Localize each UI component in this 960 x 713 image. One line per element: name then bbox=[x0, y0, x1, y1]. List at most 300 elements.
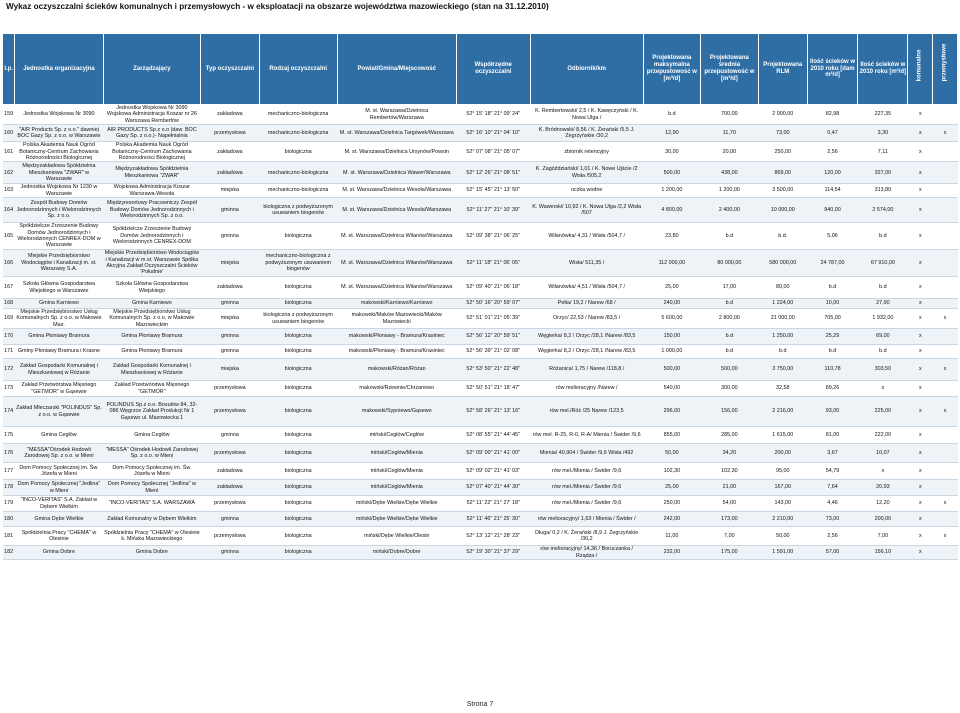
cell-typ: zakładowa bbox=[201, 277, 260, 299]
cell-rodzaj: biologiczna bbox=[259, 142, 337, 162]
cell-lp: 168 bbox=[3, 299, 15, 309]
cell-kom: x bbox=[908, 345, 933, 359]
cell-kom: x bbox=[908, 329, 933, 345]
cell-powiat: makowski/Płoniawy - Bramura/Krasiniec bbox=[337, 345, 456, 359]
table-row bbox=[3, 345, 958, 359]
cell-zarzadzajacy: Międzyresortowy Pracowniczy Zespół Budowy Domów Jednorodzinnych i Wielorodzinnych Sp. z o.o. bbox=[103, 198, 201, 223]
table-row bbox=[3, 250, 958, 277]
cell-maks: 1 200,00 bbox=[643, 184, 700, 198]
cell-rlm: 200,00 bbox=[758, 444, 807, 463]
cell-prz bbox=[933, 198, 958, 223]
cell-wspolrzedne: 52° 11' 22" 21° 27' 18" bbox=[456, 496, 530, 512]
cell-wspolrzedne: 52° 09' 00" 21° 41' 00" bbox=[456, 444, 530, 463]
cell-typ: zakładowa bbox=[201, 162, 260, 184]
cell-rodzaj: biologiczna bbox=[259, 299, 337, 309]
cell-ilosc_r: 10,07 bbox=[858, 444, 908, 463]
cell-jednostka: Jednostka Wojskowa Nr 3090 bbox=[15, 105, 103, 125]
cell-powiat: M. st. Warszawa/Dzielnica Rembertów/Warszawa bbox=[337, 105, 456, 125]
cell-powiat: makowski/Płoniawy - Bramura/Krasiniec bbox=[337, 329, 456, 345]
cell-typ: zakładowa bbox=[201, 105, 260, 125]
cell-rlm: 167,00 bbox=[758, 480, 807, 496]
cell-rlm: 250,00 bbox=[758, 142, 807, 162]
cell-ilosc_d: b.d bbox=[807, 345, 857, 359]
cell-odbiornik: zbiornik retencyjny bbox=[530, 142, 643, 162]
cell-typ: zakładowa bbox=[201, 142, 260, 162]
cell-wspolrzedne: 52° 12' 26" 21° 08' 51" bbox=[456, 162, 530, 184]
cell-rodzaj: biologiczna bbox=[259, 444, 337, 463]
cell-prz bbox=[933, 184, 958, 198]
cell-wspolrzedne: 52° 09' 38" 21° 06' 25" bbox=[456, 223, 530, 250]
cell-zarzadzajacy: Polska Akademia Nauk Ogród Botaniczny-Centrum Zachowania Różnorodności Biologicznej bbox=[103, 142, 201, 162]
cell-ilosc_r: 67 910,00 bbox=[858, 250, 908, 277]
table-row bbox=[3, 427, 958, 444]
cell-powiat: M. st. Warszawa/Dzielnica Targówek/Warszawa bbox=[337, 125, 456, 142]
cell-rodzaj: biologiczna z podwyższonym usuwaniem biogenów bbox=[259, 198, 337, 223]
cell-ilosc_d: 82,98 bbox=[807, 105, 857, 125]
table-row bbox=[3, 397, 958, 427]
cell-zarzadzajacy: Szkoła Główna Gospodarstwa Wiejskiego bbox=[103, 277, 201, 299]
cell-maks: 242,00 bbox=[643, 512, 700, 527]
header-srednia: Projektowana średnia przepustowość w [m³/d] bbox=[701, 34, 758, 105]
cell-jednostka: Spółdzielcze Zrzeszenie Budowy Domów Jednorodzinnych i Wielorodzinnych CENREX-DOM w Warszawie bbox=[15, 223, 103, 250]
cell-powiat: M. st. Warszawa/Dzielnica Wawer/Warszawa bbox=[337, 162, 456, 184]
cell-rlm: 2 210,00 bbox=[758, 512, 807, 527]
cell-srednia: 17,00 bbox=[701, 277, 758, 299]
cell-powiat: makowski/Rzewnie/Chrzanowo bbox=[337, 381, 456, 397]
table-row bbox=[3, 496, 958, 512]
table-row bbox=[3, 512, 958, 527]
cell-zarzadzajacy: Dom Pomocy Społecznej "Jedlina" w Mieni bbox=[103, 480, 201, 496]
cell-jednostka: Zakład Gospodarki Komunalnej i Mieszkaniowej w Różanie bbox=[15, 359, 103, 381]
cell-typ: przemysłowa bbox=[201, 496, 260, 512]
cell-typ: gminna bbox=[201, 345, 260, 359]
cell-maks: 150,00 bbox=[643, 329, 700, 345]
cell-ilosc_r: 69,00 bbox=[858, 329, 908, 345]
cell-rlm: 869,00 bbox=[758, 162, 807, 184]
cell-prz bbox=[933, 299, 958, 309]
table-row bbox=[3, 381, 958, 397]
cell-ilosc_r: 7,00 bbox=[858, 527, 908, 546]
cell-rodzaj: biologiczna bbox=[259, 381, 337, 397]
cell-typ: gminna bbox=[201, 512, 260, 527]
cell-lp: 176 bbox=[3, 444, 15, 463]
header-powiat: Powiat/Gmina/Miejscowość bbox=[337, 34, 456, 105]
cell-rodzaj: biologiczna bbox=[259, 397, 337, 427]
cell-lp: 165 bbox=[3, 223, 15, 250]
cell-powiat: makowski/Karniewo/Karniewo bbox=[337, 299, 456, 309]
cell-prz bbox=[933, 277, 958, 299]
cell-ilosc_r: x bbox=[858, 463, 908, 480]
cell-typ: miejska bbox=[201, 309, 260, 329]
cell-zarzadzajacy: Jednostka Wojskowa Nr 3090 Wojskowa Administracja Koszar nr 26 Warszawa Rembertów bbox=[103, 105, 201, 125]
cell-ilosc_r: 2 574,00 bbox=[858, 198, 908, 223]
table-row bbox=[3, 125, 958, 142]
table-row bbox=[3, 463, 958, 480]
cell-typ: przemysłowa bbox=[201, 444, 260, 463]
cell-maks: 500,00 bbox=[643, 359, 700, 381]
cell-jednostka: "AIR Products Sp. z o.o." dawniej BOC Gazy Sp. z o.o. w Warszawie bbox=[15, 125, 103, 142]
cell-jednostka: Gmina Karniewo bbox=[15, 299, 103, 309]
cell-srednia: 21,00 bbox=[701, 480, 758, 496]
cell-maks: 25,00 bbox=[643, 277, 700, 299]
cell-jednostka: Spółdzielnia Pracy "CHEMA" w Olesinie bbox=[15, 527, 103, 546]
cell-jednostka: "MESSA"Ośrodek Hodowli Zarodowej Sp. z o.o. w Mieni bbox=[15, 444, 103, 463]
cell-rodzaj: biologiczna bbox=[259, 277, 337, 299]
table-body bbox=[3, 105, 958, 560]
cell-ilosc_d: 73,00 bbox=[807, 512, 857, 527]
cell-prz: x bbox=[933, 397, 958, 427]
header-rlm: Projektowana RLM bbox=[758, 34, 807, 105]
cell-srednia: 156,00 bbox=[701, 397, 758, 427]
cell-jednostka: Miejskie Przedsiębiorstwo Wodociągów i Kanalizacji m. st. Warszawy S.A. bbox=[15, 250, 103, 277]
cell-srednia: 175,00 bbox=[701, 546, 758, 560]
cell-srednia: b.d bbox=[701, 329, 758, 345]
cell-prz bbox=[933, 329, 958, 345]
cell-maks: 25,00 bbox=[643, 480, 700, 496]
header-ilosc-r: Ilość ścieków w 2010 roku [m³/d] bbox=[858, 34, 908, 105]
cell-jednostka: Polska Akademia Nauk Ogród Botaniczny-Centrum Zachowania Różnorodności Biologicznej bbox=[15, 142, 103, 162]
cell-ilosc_r: 225,00 bbox=[858, 397, 908, 427]
table-row bbox=[3, 359, 958, 381]
cell-rlm: 80,00 bbox=[758, 277, 807, 299]
cell-ilosc_d: 4,46 bbox=[807, 496, 857, 512]
cell-powiat: M. st. Warszawa/Dzielnica Wilanów/Warszawa bbox=[337, 250, 456, 277]
cell-kom: x bbox=[908, 546, 933, 560]
cell-rlm: 21 000,00 bbox=[758, 309, 807, 329]
cell-ilosc_r: 3,30 bbox=[858, 125, 908, 142]
cell-maks: 296,00 bbox=[643, 397, 700, 427]
cell-prz bbox=[933, 546, 958, 560]
cell-srednia: 2 800,00 bbox=[701, 309, 758, 329]
cell-rodzaj: biologiczna bbox=[259, 527, 337, 546]
cell-rodzaj: biologiczna bbox=[259, 427, 337, 444]
cell-typ: gminna bbox=[201, 427, 260, 444]
cell-lp: 172 bbox=[3, 359, 15, 381]
cell-lp: 179 bbox=[3, 496, 15, 512]
cell-ilosc_r: 327,00 bbox=[858, 162, 908, 184]
cell-rlm: 1 250,00 bbox=[758, 329, 807, 345]
cell-powiat: miński/Cegłów/Mienia bbox=[337, 463, 456, 480]
cell-typ: miejska bbox=[201, 184, 260, 198]
cell-powiat: makowski/Maków Mazowiecki/Maków Mazowiecki bbox=[337, 309, 456, 329]
cell-srednia: 54,00 bbox=[701, 496, 758, 512]
cell-powiat: M. st. Warszawa/Dzielnica Wesoła/Warszawa bbox=[337, 198, 456, 223]
cell-prz bbox=[933, 381, 958, 397]
cell-srednia: 7,00 bbox=[701, 527, 758, 546]
cell-wspolrzedne: 52° 07' 40" 21° 44' 30" bbox=[456, 480, 530, 496]
cell-wspolrzedne: 52° 56' 12" 20° 59' 51" bbox=[456, 329, 530, 345]
cell-maks: b.d bbox=[643, 105, 700, 125]
cell-wspolrzedne: 52° 53' 50" 21° 22' 48" bbox=[456, 359, 530, 381]
cell-lp: 166 bbox=[3, 250, 15, 277]
cell-wspolrzedne: 52° 09' 40" 21° 06' 18" bbox=[456, 277, 530, 299]
cell-kom: x bbox=[908, 105, 933, 125]
cell-srednia: 102,30 bbox=[701, 463, 758, 480]
cell-kom: x bbox=[908, 277, 933, 299]
cell-powiat: miński/Dobre/Dobre bbox=[337, 546, 456, 560]
cell-rodzaj: mechaniczno-biologiczna bbox=[259, 162, 337, 184]
cell-wspolrzedne: 52° 51' 01" 21° 05' 39" bbox=[456, 309, 530, 329]
cell-prz bbox=[933, 444, 958, 463]
plants-table bbox=[2, 15, 958, 560]
cell-typ: zakładowa bbox=[201, 480, 260, 496]
cell-kom: x bbox=[908, 480, 933, 496]
cell-powiat: miński/Cegłów/Cegłów bbox=[337, 427, 456, 444]
cell-prz bbox=[933, 142, 958, 162]
cell-jednostka: Międzyzakładowa Spółdzielnia Mieszkaniowa "ZWAR" w Warszawie bbox=[15, 162, 103, 184]
header-maks: Projektowana maksymalna przepustowość w [m³/d] bbox=[643, 34, 700, 105]
cell-ilosc_r: 7,11 bbox=[858, 142, 908, 162]
page-footer: Strona 7 bbox=[466, 701, 494, 708]
cell-zarzadzajacy: Gmina Karniewo bbox=[103, 299, 201, 309]
cell-lp: 177 bbox=[3, 463, 15, 480]
cell-lp: 161 bbox=[3, 142, 15, 162]
cell-maks: 250,00 bbox=[643, 496, 700, 512]
cell-kom: x bbox=[908, 162, 933, 184]
cell-ilosc_r: b.d bbox=[858, 223, 908, 250]
cell-rodzaj: mechaniczno-biologiczna bbox=[259, 105, 337, 125]
cell-kom: x bbox=[908, 223, 933, 250]
cell-zarzadzajacy: Gmina Dobre bbox=[103, 546, 201, 560]
cell-ilosc_r: b.d bbox=[858, 277, 908, 299]
cell-srednia: 173,00 bbox=[701, 512, 758, 527]
cell-rlm: 1 591,00 bbox=[758, 546, 807, 560]
cell-jednostka: Gmina Dębe Wielkie bbox=[15, 512, 103, 527]
cell-ilosc_d: 120,00 bbox=[807, 162, 857, 184]
cell-odbiornik: Węgierka/ 8,2 / Orzyc /28,1 /Narew /83,5 bbox=[530, 345, 643, 359]
cell-maks: 112 000,00 bbox=[643, 250, 700, 277]
cell-lp: 174 bbox=[3, 397, 15, 427]
cell-odbiornik: rów melioracyjny/ 1,63 / Mienia / Świder / bbox=[530, 512, 643, 527]
cell-zarzadzajacy: Dom Pomocy Społecznej im. Św. Józefa w Mieni bbox=[103, 463, 201, 480]
cell-prz: x bbox=[933, 527, 958, 546]
cell-prz bbox=[933, 512, 958, 527]
header-wspolrzedne: Współrzędne oczyszczalni bbox=[456, 34, 530, 105]
cell-zarzadzajacy: Zakład Komunalny w Dębem Wielkim bbox=[103, 512, 201, 527]
cell-maks: 12,90 bbox=[643, 125, 700, 142]
cell-typ: gminna bbox=[201, 198, 260, 223]
cell-wspolrzedne: 52° 50' 51" 21° 18' 47" bbox=[456, 381, 530, 397]
cell-kom: x bbox=[908, 142, 933, 162]
cell-odbiornik: rów mel./Mienia / Świder /9,6 bbox=[530, 480, 643, 496]
cell-ilosc_r: 1 932,00 bbox=[858, 309, 908, 329]
cell-zarzadzajacy: POLINDUS Sp.z o.o. Bosutów 84, 32-086 Węgrzce Zakład Produkcji Nr 1 Gąsewo ul. Mazowiecka 1 bbox=[103, 397, 201, 427]
cell-odbiornik: rów mel./Mienia / Świder /9,6 bbox=[530, 463, 643, 480]
cell-maks: 30,00 bbox=[643, 142, 700, 162]
table-row bbox=[3, 546, 958, 560]
cell-srednia: b.d bbox=[701, 223, 758, 250]
cell-ilosc_r: 303,50 bbox=[858, 359, 908, 381]
cell-rodzaj: biologiczna bbox=[259, 345, 337, 359]
cell-jednostka: Szkoła Główna Gospodarstwa Wiejskiego w Warszawie bbox=[15, 277, 103, 299]
cell-powiat: M. st. Warszawa/Dzielnica Wesoła/Warszawa bbox=[337, 184, 456, 198]
cell-zarzadzajacy: AIR PRODUCTS Sp.z o.o (daw. BOC Gazy Sp. z o.o.)- Napełnialnia bbox=[103, 125, 201, 142]
cell-ilosc_d: 0,47 bbox=[807, 125, 857, 142]
cell-powiat: miński/Dębe Wielkie/Dębe Wielkie bbox=[337, 512, 456, 527]
cell-prz bbox=[933, 463, 958, 480]
cell-zarzadzajacy: Spółdzielcze Zrzeszenie Budowy Domów Jednorodzinnych i Wielorodzinnych CENREX-DOM bbox=[103, 223, 201, 250]
table-row bbox=[3, 277, 958, 299]
cell-odbiornik: Wilanówka/ 4,31 / Wisła /504,7 / bbox=[530, 223, 643, 250]
cell-ilosc_d: 7,64 bbox=[807, 480, 857, 496]
cell-kom: x bbox=[908, 444, 933, 463]
cell-kom: x bbox=[908, 198, 933, 223]
cell-kom: x bbox=[908, 397, 933, 427]
cell-srednia: 438,00 bbox=[701, 162, 758, 184]
cell-zarzadzajacy: Gmina Płoniawy Bramura bbox=[103, 329, 201, 345]
cell-jednostka: Miejskie Przedsiębiorstwo Usług Komunalnych Sp. z o.o. w Makowie Maz. bbox=[16, 309, 102, 328]
cell-rlm: 2 000,00 bbox=[758, 105, 807, 125]
cell-maks: 4 800,00 bbox=[643, 198, 700, 223]
cell-rodzaj: biologiczna bbox=[259, 496, 337, 512]
cell-prz: x bbox=[933, 125, 958, 142]
cell-odbiornik: rów melioracyjny /Narew / bbox=[530, 381, 643, 397]
cell-typ: gminna bbox=[201, 299, 260, 309]
table-row bbox=[3, 329, 958, 345]
cell-srednia: 2 400,00 bbox=[701, 198, 758, 223]
cell-rodzaj: biologiczna bbox=[259, 546, 337, 560]
cell-maks: 1 000,00 bbox=[643, 345, 700, 359]
cell-lp: 171 bbox=[3, 345, 15, 359]
cell-wspolrzedne: 52° 50' 16" 20° 59' 07" bbox=[456, 299, 530, 309]
cell-srednia: 1 200,00 bbox=[701, 184, 758, 198]
cell-odbiornik: Długa/ 0,2 / K. Żerański /8,9 J. Zegrzyńskie /30,2 bbox=[530, 527, 643, 546]
cell-prz bbox=[933, 250, 958, 277]
cell-ilosc_d: 705,00 bbox=[807, 309, 857, 329]
cell-prz bbox=[933, 223, 958, 250]
cell-zarzadzajacy: Międzyzakładowa Spółdzielnia Mieszkaniowa "ZWAR" bbox=[103, 162, 201, 184]
cell-ilosc_r: 156,10 bbox=[858, 546, 908, 560]
cell-powiat: M. st. Warszawa/Dzielnica Ursynów/Powsin bbox=[337, 142, 456, 162]
header-ilosc-d: Ilość ścieków w 2010 roku [dam m³/d] bbox=[807, 34, 857, 105]
cell-jednostka: Gmina Dobre bbox=[15, 546, 103, 560]
cell-rlm: b.d. bbox=[758, 223, 807, 250]
cell-rodzaj: biologiczna bbox=[259, 359, 337, 381]
cell-lp: 169 bbox=[3, 309, 15, 329]
cell-ilosc_d: 25,29 bbox=[807, 329, 857, 345]
cell-ilosc_r: 227,35 bbox=[858, 105, 908, 125]
cell-odbiornik: rów mel./Róż /25 Narew /123,5 bbox=[530, 397, 643, 427]
cell-wspolrzedne: 52° 11' 46" 21° 25' 30" bbox=[456, 512, 530, 527]
cell-typ: przemysłowa bbox=[201, 125, 260, 142]
header-rodzaj: Rodzaj oczyszczalni bbox=[259, 34, 337, 105]
table-row bbox=[3, 105, 958, 125]
cell-srednia: 11,70 bbox=[701, 125, 758, 142]
cell-ilosc_d: 89,26 bbox=[807, 381, 857, 397]
cell-zarzadzajacy: Miejskie Przedsiębiorstwo Usług Komunalnych Sp. z o.o. w Makowie Mazowieckim bbox=[103, 309, 201, 329]
cell-ilosc_d: 2,56 bbox=[807, 527, 857, 546]
cell-wspolrzedne: 52° 11' 18" 21° 06' 05" bbox=[456, 250, 530, 277]
cell-prz bbox=[933, 480, 958, 496]
cell-rlm: 1 615,00 bbox=[758, 427, 807, 444]
cell-rodzaj: biologiczna bbox=[259, 329, 337, 345]
cell-maks: 540,00 bbox=[643, 381, 700, 397]
cell-ilosc_d: 81,00 bbox=[807, 427, 857, 444]
cell-jednostka: Gminy Płoniawy Bramura i Krasne bbox=[15, 345, 103, 359]
cell-maks: 11,00 bbox=[643, 527, 700, 546]
cell-wspolrzedne: 52° 19' 30" 21° 37' 29" bbox=[456, 546, 530, 560]
cell-zarzadzajacy: "INCO-VERITAS" S.A. WARSZAWA bbox=[103, 496, 201, 512]
cell-lp: 173 bbox=[3, 381, 15, 397]
cell-prz bbox=[933, 427, 958, 444]
cell-ilosc_r: 12,20 bbox=[858, 496, 908, 512]
cell-typ: przemysłowa bbox=[201, 397, 260, 427]
cell-typ: miejska bbox=[201, 250, 260, 277]
cell-ilosc_r: 200,00 bbox=[858, 512, 908, 527]
cell-prz bbox=[933, 345, 958, 359]
cell-lp: 164 bbox=[3, 198, 15, 223]
cell-powiat: miński/Dębe Wielkie/Olesin bbox=[337, 527, 456, 546]
cell-srednia: 80 000,00 bbox=[701, 250, 758, 277]
cell-kom: x bbox=[908, 359, 933, 381]
cell-lp: 182 bbox=[3, 546, 15, 560]
cell-lp: 159 bbox=[3, 105, 15, 125]
cell-powiat: miński/Dębe Wielkie/Dębe Wielkie bbox=[337, 496, 456, 512]
cell-odbiornik: Wisła/ 511,35 / bbox=[530, 250, 643, 277]
cell-ilosc_d: 93,00 bbox=[807, 397, 857, 427]
cell-srednia: 34,20 bbox=[701, 444, 758, 463]
cell-odbiornik: K. Rembertowski/ 2,5 / K. Kawęczyński / K. Nowa Ulga / bbox=[530, 105, 643, 125]
header-row bbox=[3, 34, 958, 105]
cell-srednia: b.d bbox=[701, 345, 758, 359]
cell-rodzaj: mechaniczno-biologiczna bbox=[259, 184, 337, 198]
cell-rlm: 32,58 bbox=[758, 381, 807, 397]
cell-kom: x bbox=[908, 463, 933, 480]
cell-ilosc_r: b.d bbox=[858, 345, 908, 359]
cell-rlm: 73,00 bbox=[758, 125, 807, 142]
cell-wspolrzedne: 52° 09' 02" 21° 41' 03" bbox=[456, 463, 530, 480]
cell-powiat: makowski/Sypniewo/Gąsewo bbox=[337, 397, 456, 427]
cell-rlm: 2 216,00 bbox=[758, 397, 807, 427]
cell-odbiornik: Pełta/ 19,2 / Narew /68 / bbox=[530, 299, 643, 309]
cell-ilosc_d: 110,78 bbox=[807, 359, 857, 381]
cell-maks: 232,00 bbox=[643, 546, 700, 560]
cell-jednostka: Gmina Cegłów bbox=[15, 427, 103, 444]
cell-ilosc_d: 5,06 bbox=[807, 223, 857, 250]
cell-maks: 23,80 bbox=[643, 223, 700, 250]
cell-prz: x bbox=[933, 309, 958, 329]
cell-rlm: 143,00 bbox=[758, 496, 807, 512]
cell-wspolrzedne: 52° 13' 12" 21° 28' 23" bbox=[456, 527, 530, 546]
table-row bbox=[3, 184, 958, 198]
cell-powiat: miński/Cegłów/Mienia bbox=[337, 444, 456, 463]
cell-typ: gminna bbox=[201, 223, 260, 250]
cell-odbiornik: oczka wodne bbox=[530, 184, 643, 198]
header-jednostka: Jednostka organizacyjna bbox=[15, 34, 103, 105]
cell-lp: 162 bbox=[3, 162, 15, 184]
cell-zarzadzajacy: Spółdzielnia Pracy "CHEMA" w Olesinie k. Mińska Mazowieckiego bbox=[103, 527, 201, 546]
cell-rlm: 3 500,00 bbox=[758, 184, 807, 198]
cell-kom: x bbox=[908, 427, 933, 444]
cell-powiat: M. st. Warszawa/Dzielnica Wilanów/Warszawa bbox=[337, 277, 456, 299]
cell-odbiornik: K. Bródnowski/ 8,56 / K. Żerański /5,5 J. Zegrzyńskie /30,2 bbox=[530, 125, 643, 142]
cell-lp: 163 bbox=[3, 184, 15, 198]
cell-jednostka: Zespół Budowy Domów Jednorodzinnych i Wielorodzinnych Sp. z o.o. bbox=[15, 198, 103, 223]
header-przemyslowe: przemysłowe bbox=[933, 34, 958, 105]
cell-jednostka: Zakład Mleczarski "POLINDUS" Sp. z o.o. w Gąsewie bbox=[15, 397, 103, 427]
cell-ilosc_d: 940,00 bbox=[807, 198, 857, 223]
cell-jednostka: Dom Pomocy Społecznej im. Św. Józefa w Mieni bbox=[15, 463, 103, 480]
cell-powiat: M. st. Warszawa/Dzielnica Wilanów/Warszawa bbox=[337, 223, 456, 250]
cell-typ: zakładowa bbox=[201, 463, 260, 480]
cell-ilosc_r: 222,00 bbox=[858, 427, 908, 444]
cell-ilosc_r: 27,90 bbox=[858, 299, 908, 309]
cell-srednia: 300,00 bbox=[701, 381, 758, 397]
cell-srednia: 700,00 bbox=[701, 105, 758, 125]
cell-typ: gminna bbox=[201, 546, 260, 560]
cell-rlm: 50,00 bbox=[758, 527, 807, 546]
cell-lp: 167 bbox=[3, 277, 15, 299]
